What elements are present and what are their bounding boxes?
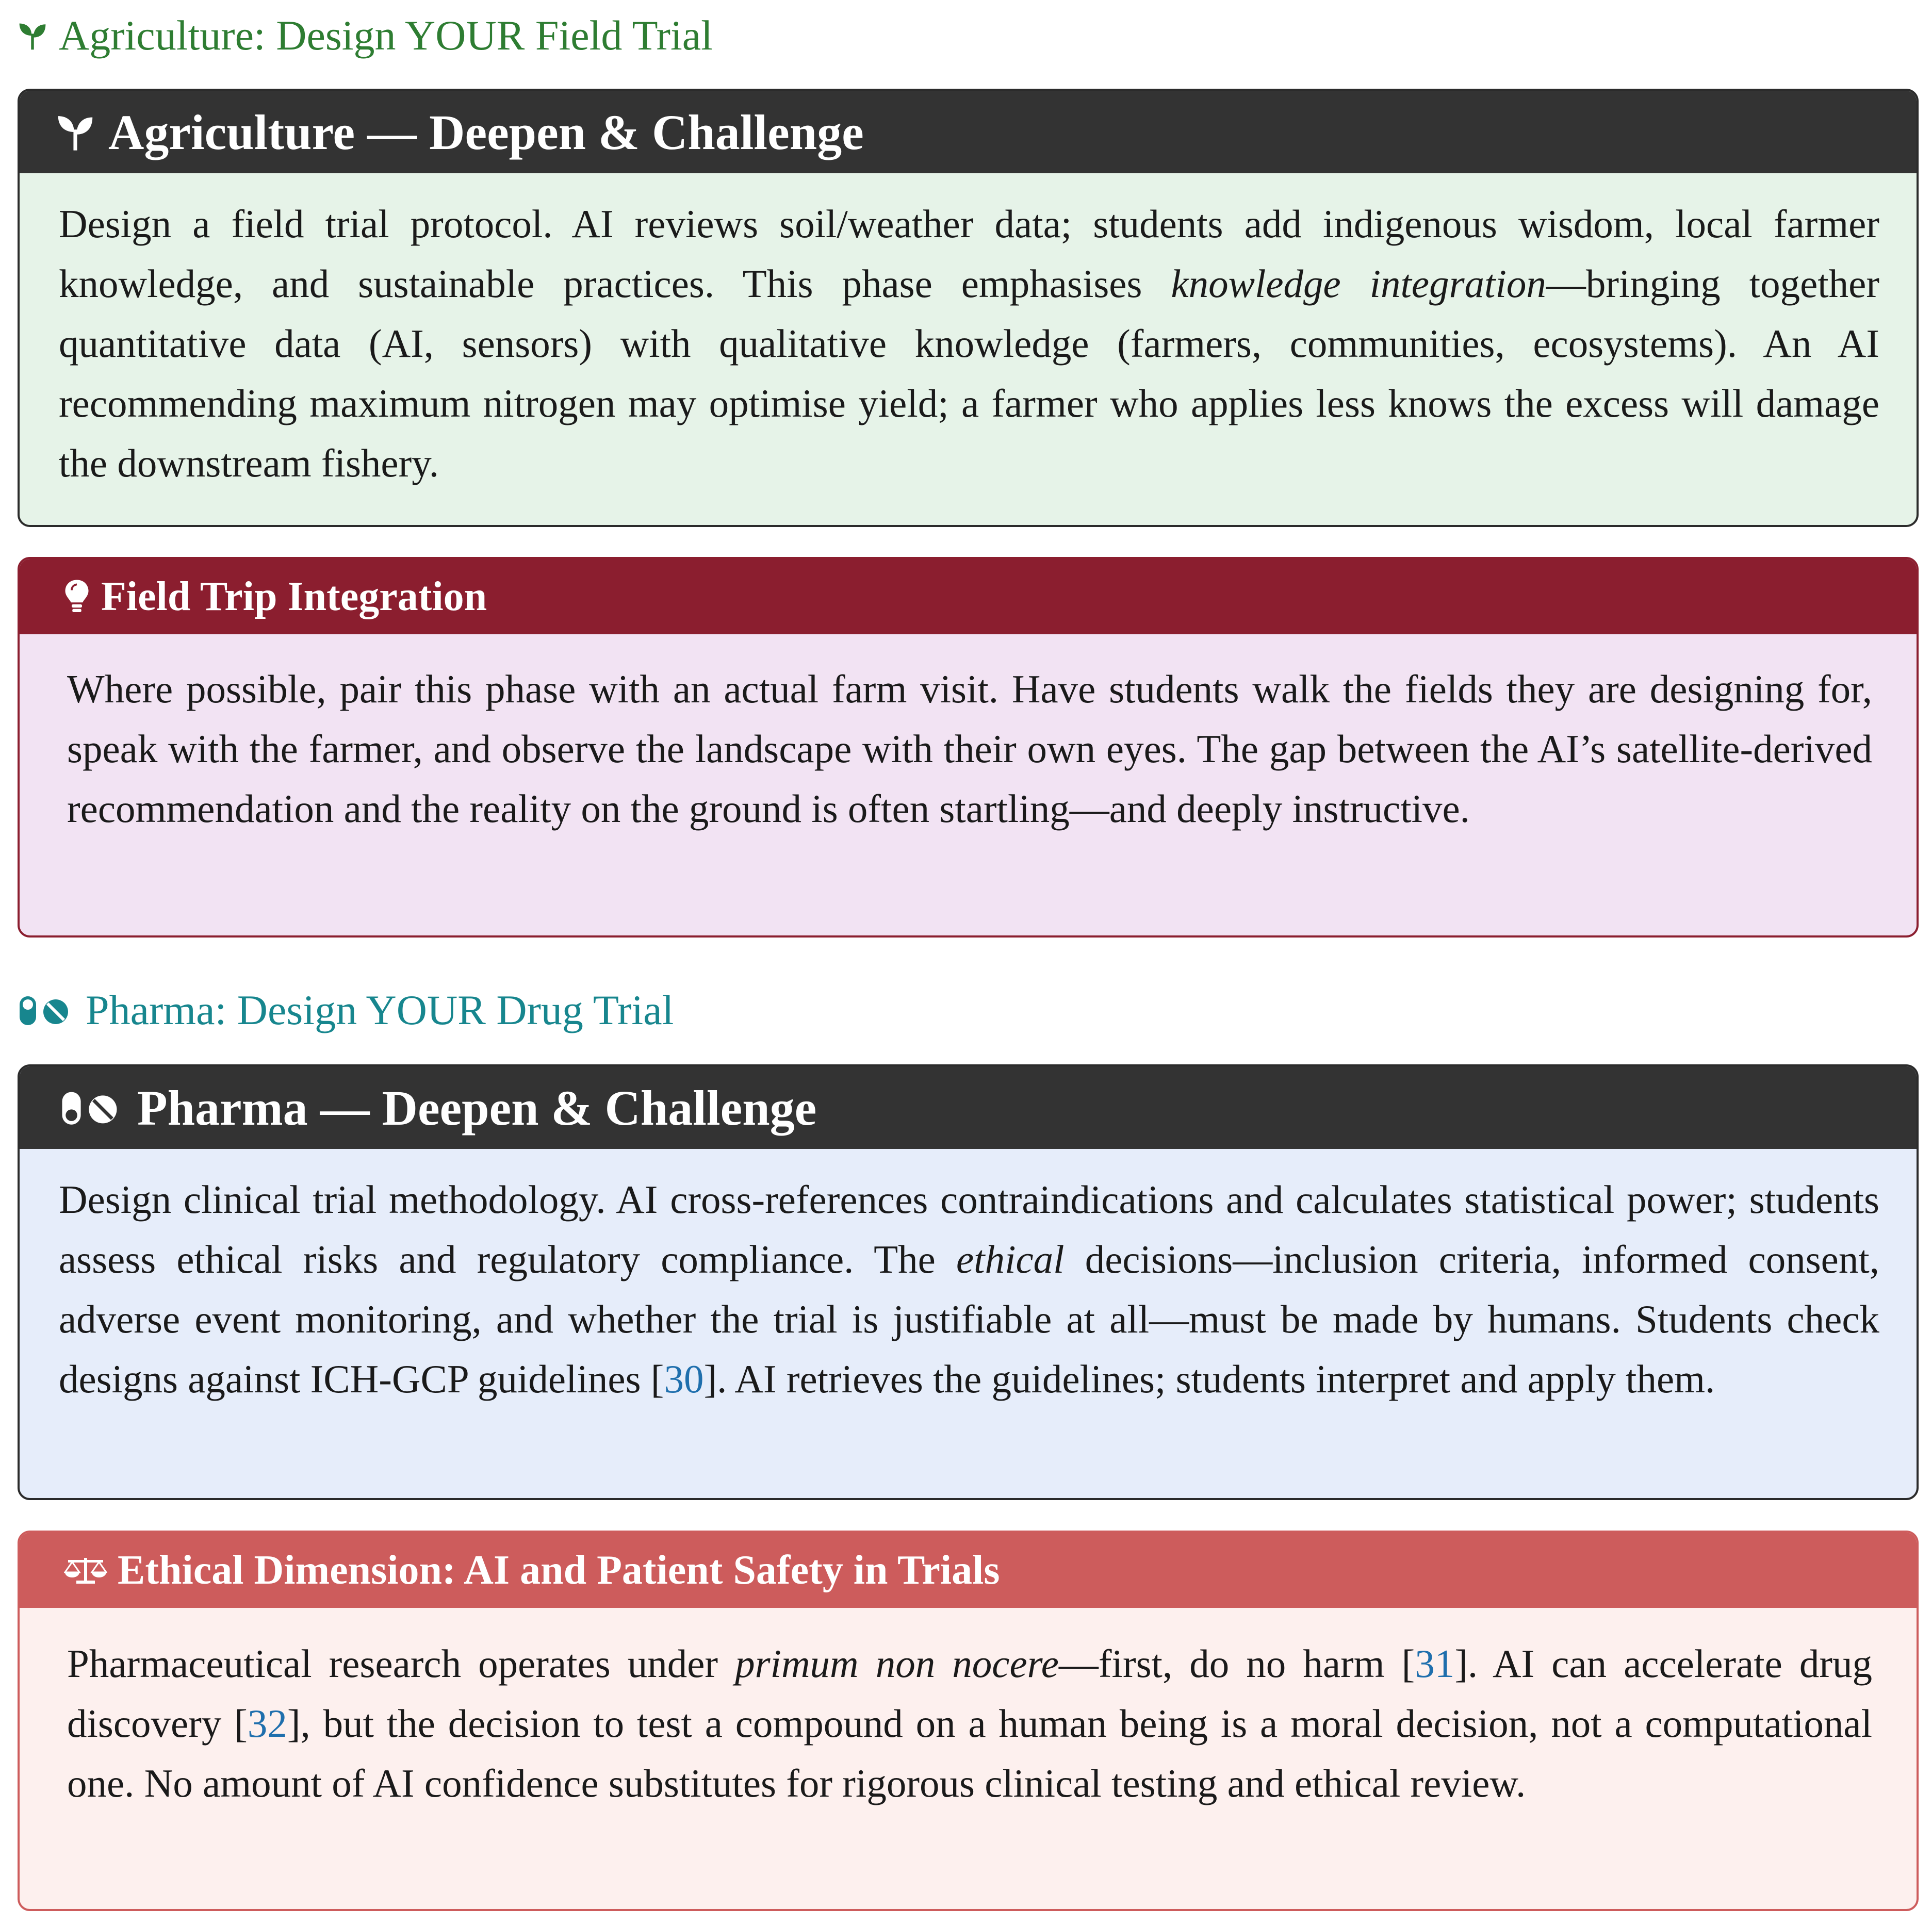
agriculture-challenge-header (20, 91, 1917, 173)
emphasis-primum-non-nocere: primum non nocere (735, 1641, 1059, 1686)
ethical-dimension-body (20, 1608, 1917, 1813)
pills-icon (60, 1088, 124, 1127)
field-trip-tip-title: Field Trip Integration (101, 573, 487, 619)
ethical-dimension-box (18, 1531, 1919, 1911)
scale-balance-icon (64, 1555, 107, 1586)
agriculture-challenge-paragraph: Design a field trial protocol. AI reviews soil/weather data; students add indigenous wisdom, local farmer knowledge, and sustainable practices. This phase emphasises knowledge integration—bringing together quantitative data (AI, sensors) with qualitative knowledge (farmers, communities, ecosystems). An AI recommending maximum nitrogen may optimise yield; a farmer who applies less knows the excess will damage the downstream fishery. (59, 202, 1879, 485)
ethical-dimension-title: Ethical Dimension: AI and Patient Safety in Trials (118, 1547, 1000, 1593)
pharma-challenge-header (20, 1066, 1917, 1149)
ethical-dimension-paragraph: Pharmaceutical research operates under primum non nocere—first, do no harm [31]. AI can accelerate drug discovery [32], but the decision to test a compound on a human being is a moral decision, not a computational one. No amount of AI confidence substitutes for rigorous clinical testing and ethical review. (67, 1641, 1872, 1805)
field-trip-tip-paragraph: Where possible, pair this phase with an actual farm visit. Have students walk the fields they are designing for, speak with the farmer, and observe the landscape with their own eyes. The gap between the AI’s satellite-derived recommendation and the reality on the ground is often startling—and deeply instructive. (67, 667, 1872, 831)
seedling-icon (56, 112, 95, 152)
emphasis-ethical: ethical (956, 1237, 1065, 1281)
agriculture-challenge-body (20, 173, 1917, 493)
ethical-dimension-header (20, 1533, 1917, 1608)
seedling-icon (18, 21, 47, 51)
pharma-challenge-body (20, 1149, 1917, 1409)
pharma-section-heading (18, 986, 674, 1033)
pharma-challenge-paragraph: Design clinical trial methodology. AI cross-references contraindications and calculates statistical power; students assess ethical risks and regulatory compliance. The ethical decisions—inclusion criteria, informed consent, adverse event monitoring, and whether the trial is justifiable at all—must be made by humans. Students check designs against ICH-GCP guidelines [30]. AI retrieves the guidelines; students interpret and apply them. (59, 1177, 1879, 1401)
agriculture-challenge-title: Agriculture — Deepen & Challenge (108, 104, 864, 160)
pharma-challenge-title: Pharma — Deepen & Challenge (137, 1080, 817, 1136)
agriculture-challenge-box (18, 89, 1919, 527)
field-trip-tip-body (20, 634, 1917, 838)
citation-link[interactable]: 32 (247, 1701, 287, 1746)
emphasis-knowledge-integration: knowledge integration (1171, 261, 1546, 306)
section-heading-text: Pharma: Design YOUR Drug Trial (86, 986, 674, 1033)
citation-link[interactable]: 31 (1415, 1641, 1455, 1686)
agriculture-section-heading (18, 14, 713, 57)
pills-icon (18, 994, 74, 1026)
field-trip-tip-box (18, 557, 1919, 938)
citation-link[interactable]: 30 (664, 1357, 704, 1401)
pharma-challenge-box (18, 1064, 1919, 1500)
section-heading-text: Agriculture: Design YOUR Field Trial (59, 12, 713, 59)
lightbulb-icon (64, 579, 90, 615)
field-trip-tip-header (20, 559, 1917, 634)
